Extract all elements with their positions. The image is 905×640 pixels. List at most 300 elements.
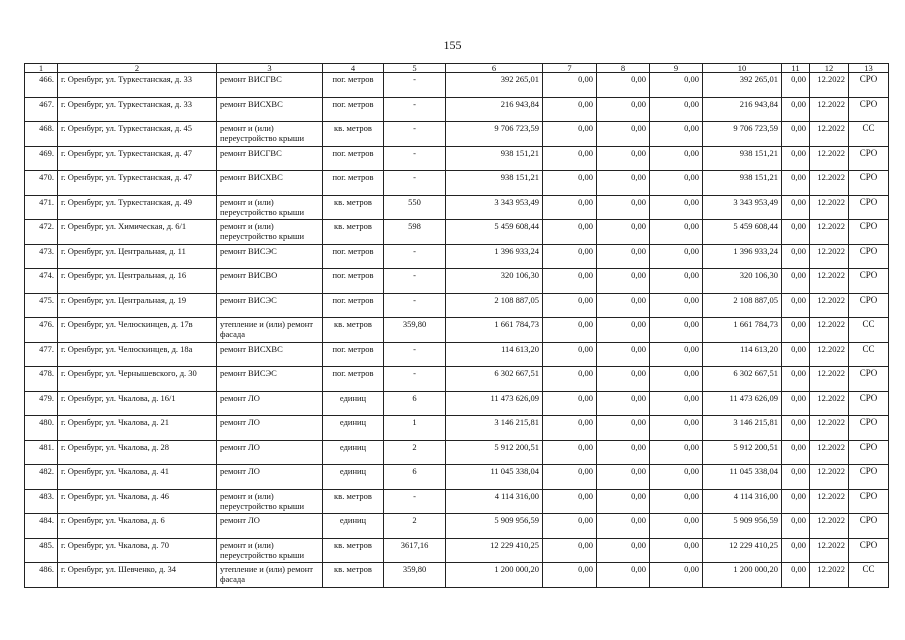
column-header-10: 10 bbox=[703, 64, 782, 73]
table-row bbox=[25, 220, 889, 245]
total-cost-cell: 392 265,01 bbox=[446, 73, 543, 98]
specific-cost-cell: 0,00 bbox=[782, 563, 810, 588]
fund-federal-cell: 0,00 bbox=[543, 391, 597, 416]
table-row bbox=[25, 146, 889, 171]
contract-type-cell: СРО bbox=[849, 244, 889, 269]
fund-local-cell: 0,00 bbox=[650, 97, 703, 122]
row-number-cell: 482. bbox=[25, 465, 58, 490]
total-cost-cell: 11 473 626,09 bbox=[446, 391, 543, 416]
row-number-cell: 470. bbox=[25, 171, 58, 196]
specific-cost-cell: 0,00 bbox=[782, 73, 810, 98]
volume-cell: 6 bbox=[384, 391, 446, 416]
contract-type-cell: СРО bbox=[849, 440, 889, 465]
specific-cost-cell: 0,00 bbox=[782, 171, 810, 196]
fund-owners-cell: 1 396 933,24 bbox=[703, 244, 782, 269]
specific-cost-cell: 0,00 bbox=[782, 293, 810, 318]
unit-cell: кв. метров bbox=[323, 318, 384, 343]
completion-date-cell: 12.2022 bbox=[810, 440, 849, 465]
column-header-3: 3 bbox=[217, 64, 323, 73]
fund-federal-cell: 0,00 bbox=[543, 440, 597, 465]
fund-federal-cell: 0,00 bbox=[543, 97, 597, 122]
address-cell: г. Оренбург, ул. Чкалова, д. 41 bbox=[58, 465, 217, 490]
completion-date-cell: 12.2022 bbox=[810, 171, 849, 196]
completion-date-cell: 12.2022 bbox=[810, 293, 849, 318]
total-cost-cell: 938 151,21 bbox=[446, 146, 543, 171]
fund-federal-cell: 0,00 bbox=[543, 195, 597, 220]
fund-owners-cell: 5 912 200,51 bbox=[703, 440, 782, 465]
table-row bbox=[25, 465, 889, 490]
specific-cost-cell: 0,00 bbox=[782, 367, 810, 392]
table-row bbox=[25, 538, 889, 563]
fund-owners-cell: 3 343 953,49 bbox=[703, 195, 782, 220]
fund-regional-cell: 0,00 bbox=[597, 514, 650, 539]
fund-owners-cell: 6 302 667,51 bbox=[703, 367, 782, 392]
fund-federal-cell: 0,00 bbox=[543, 489, 597, 514]
table-row bbox=[25, 195, 889, 220]
fund-local-cell: 0,00 bbox=[650, 269, 703, 294]
volume-cell: 1 bbox=[384, 416, 446, 441]
total-cost-cell: 11 045 338,04 bbox=[446, 465, 543, 490]
fund-federal-cell: 0,00 bbox=[543, 220, 597, 245]
contract-type-cell: СС bbox=[849, 563, 889, 588]
row-number-cell: 481. bbox=[25, 440, 58, 465]
volume-cell: - bbox=[384, 171, 446, 196]
table-row bbox=[25, 318, 889, 343]
row-number-cell: 479. bbox=[25, 391, 58, 416]
table-row bbox=[25, 367, 889, 392]
fund-federal-cell: 0,00 bbox=[543, 514, 597, 539]
fund-local-cell: 0,00 bbox=[650, 122, 703, 147]
specific-cost-cell: 0,00 bbox=[782, 195, 810, 220]
table-row bbox=[25, 342, 889, 367]
specific-cost-cell: 0,00 bbox=[782, 416, 810, 441]
address-cell: г. Оренбург, ул. Чкалова, д. 70 bbox=[58, 538, 217, 563]
work-type-cell: ремонт ВИСХВС bbox=[217, 342, 323, 367]
fund-local-cell: 0,00 bbox=[650, 220, 703, 245]
specific-cost-cell: 0,00 bbox=[782, 391, 810, 416]
specific-cost-cell: 0,00 bbox=[782, 342, 810, 367]
fund-local-cell: 0,00 bbox=[650, 538, 703, 563]
fund-regional-cell: 0,00 bbox=[597, 171, 650, 196]
total-cost-cell: 6 302 667,51 bbox=[446, 367, 543, 392]
volume-cell: - bbox=[384, 293, 446, 318]
fund-local-cell: 0,00 bbox=[650, 416, 703, 441]
fund-federal-cell: 0,00 bbox=[543, 244, 597, 269]
unit-cell: кв. метров bbox=[323, 538, 384, 563]
row-number-cell: 484. bbox=[25, 514, 58, 539]
address-cell: г. Оренбург, ул. Чернышевского, д. 30 bbox=[58, 367, 217, 392]
specific-cost-cell: 0,00 bbox=[782, 514, 810, 539]
contract-type-cell: СРО bbox=[849, 293, 889, 318]
row-number-cell: 483. bbox=[25, 489, 58, 514]
unit-cell: пог. метров bbox=[323, 73, 384, 98]
specific-cost-cell: 0,00 bbox=[782, 465, 810, 490]
column-number-row bbox=[25, 64, 889, 73]
address-cell: г. Оренбург, ул. Чкалова, д. 28 bbox=[58, 440, 217, 465]
fund-regional-cell: 0,00 bbox=[597, 440, 650, 465]
address-cell: г. Оренбург, ул. Туркестанская, д. 47 bbox=[58, 146, 217, 171]
column-header-13: 13 bbox=[849, 64, 889, 73]
table-body bbox=[25, 73, 889, 588]
unit-cell: пог. метров bbox=[323, 367, 384, 392]
fund-federal-cell: 0,00 bbox=[543, 563, 597, 588]
row-number-cell: 486. bbox=[25, 563, 58, 588]
row-number-cell: 485. bbox=[25, 538, 58, 563]
fund-owners-cell: 114 613,20 bbox=[703, 342, 782, 367]
total-cost-cell: 5 912 200,51 bbox=[446, 440, 543, 465]
contract-type-cell: СРО bbox=[849, 73, 889, 98]
table-row bbox=[25, 563, 889, 588]
specific-cost-cell: 0,00 bbox=[782, 318, 810, 343]
unit-cell: кв. метров bbox=[323, 563, 384, 588]
work-type-cell: ремонт ВИСЭС bbox=[217, 293, 323, 318]
fund-local-cell: 0,00 bbox=[650, 171, 703, 196]
fund-regional-cell: 0,00 bbox=[597, 73, 650, 98]
table-row bbox=[25, 97, 889, 122]
table-row bbox=[25, 244, 889, 269]
volume-cell: 550 bbox=[384, 195, 446, 220]
fund-federal-cell: 0,00 bbox=[543, 171, 597, 196]
table-row bbox=[25, 514, 889, 539]
address-cell: г. Оренбург, ул. Центральная, д. 11 bbox=[58, 244, 217, 269]
address-cell: г. Оренбург, ул. Туркестанская, д. 33 bbox=[58, 73, 217, 98]
work-type-cell: ремонт ВИСВО bbox=[217, 269, 323, 294]
completion-date-cell: 12.2022 bbox=[810, 122, 849, 147]
column-header-11: 11 bbox=[782, 64, 810, 73]
completion-date-cell: 12.2022 bbox=[810, 391, 849, 416]
fund-owners-cell: 11 473 626,09 bbox=[703, 391, 782, 416]
fund-federal-cell: 0,00 bbox=[543, 122, 597, 147]
work-type-cell: ремонт и (или) переустройство крыши bbox=[217, 489, 323, 514]
total-cost-cell: 938 151,21 bbox=[446, 171, 543, 196]
work-type-cell: ремонт и (или) переустройство крыши bbox=[217, 538, 323, 563]
fund-local-cell: 0,00 bbox=[650, 489, 703, 514]
total-cost-cell: 3 343 953,49 bbox=[446, 195, 543, 220]
fund-federal-cell: 0,00 bbox=[543, 318, 597, 343]
address-cell: г. Оренбург, ул. Челюскинцев, д. 18а bbox=[58, 342, 217, 367]
table-row bbox=[25, 293, 889, 318]
volume-cell: - bbox=[384, 146, 446, 171]
specific-cost-cell: 0,00 bbox=[782, 122, 810, 147]
total-cost-cell: 5 459 608,44 bbox=[446, 220, 543, 245]
total-cost-cell: 4 114 316,00 bbox=[446, 489, 543, 514]
fund-owners-cell: 5 909 956,59 bbox=[703, 514, 782, 539]
total-cost-cell: 5 909 956,59 bbox=[446, 514, 543, 539]
work-type-cell: ремонт ВИСЭС bbox=[217, 244, 323, 269]
column-header-1: 1 bbox=[25, 64, 58, 73]
contract-type-cell: СРО bbox=[849, 538, 889, 563]
unit-cell: единиц bbox=[323, 440, 384, 465]
specific-cost-cell: 0,00 bbox=[782, 146, 810, 171]
table-row bbox=[25, 269, 889, 294]
work-type-cell: ремонт ВИСХВС bbox=[217, 171, 323, 196]
capital-repair-table bbox=[24, 63, 889, 588]
fund-regional-cell: 0,00 bbox=[597, 195, 650, 220]
work-type-cell: ремонт ВИСГВС bbox=[217, 73, 323, 98]
work-type-cell: ремонт ВИСГВС bbox=[217, 146, 323, 171]
work-type-cell: ремонт ВИСЭС bbox=[217, 367, 323, 392]
contract-type-cell: СРО bbox=[849, 391, 889, 416]
fund-federal-cell: 0,00 bbox=[543, 293, 597, 318]
total-cost-cell: 1 661 784,73 bbox=[446, 318, 543, 343]
total-cost-cell: 114 613,20 bbox=[446, 342, 543, 367]
fund-regional-cell: 0,00 bbox=[597, 538, 650, 563]
address-cell: г. Оренбург, ул. Химическая, д. 6/1 bbox=[58, 220, 217, 245]
fund-regional-cell: 0,00 bbox=[597, 146, 650, 171]
table-row bbox=[25, 440, 889, 465]
fund-owners-cell: 320 106,30 bbox=[703, 269, 782, 294]
contract-type-cell: СРО bbox=[849, 416, 889, 441]
work-type-cell: ремонт и (или) переустройство крыши bbox=[217, 195, 323, 220]
total-cost-cell: 1 200 000,20 bbox=[446, 563, 543, 588]
work-type-cell: ремонт и (или) переустройство крыши bbox=[217, 122, 323, 147]
fund-regional-cell: 0,00 bbox=[597, 367, 650, 392]
row-number-cell: 478. bbox=[25, 367, 58, 392]
row-number-cell: 471. bbox=[25, 195, 58, 220]
unit-cell: пог. метров bbox=[323, 269, 384, 294]
fund-federal-cell: 0,00 bbox=[543, 465, 597, 490]
fund-local-cell: 0,00 bbox=[650, 440, 703, 465]
contract-type-cell: СРО bbox=[849, 489, 889, 514]
address-cell: г. Оренбург, ул. Чкалова, д. 6 bbox=[58, 514, 217, 539]
fund-owners-cell: 4 114 316,00 bbox=[703, 489, 782, 514]
fund-local-cell: 0,00 bbox=[650, 342, 703, 367]
unit-cell: пог. метров bbox=[323, 97, 384, 122]
row-number-cell: 475. bbox=[25, 293, 58, 318]
unit-cell: единиц bbox=[323, 391, 384, 416]
completion-date-cell: 12.2022 bbox=[810, 220, 849, 245]
completion-date-cell: 12.2022 bbox=[810, 367, 849, 392]
volume-cell: 598 bbox=[384, 220, 446, 245]
contract-type-cell: СРО bbox=[849, 269, 889, 294]
completion-date-cell: 12.2022 bbox=[810, 514, 849, 539]
unit-cell: единиц bbox=[323, 465, 384, 490]
fund-local-cell: 0,00 bbox=[650, 563, 703, 588]
address-cell: г. Оренбург, ул. Туркестанская, д. 33 bbox=[58, 97, 217, 122]
fund-regional-cell: 0,00 bbox=[597, 489, 650, 514]
unit-cell: кв. метров bbox=[323, 489, 384, 514]
specific-cost-cell: 0,00 bbox=[782, 440, 810, 465]
fund-owners-cell: 1 200 000,20 bbox=[703, 563, 782, 588]
completion-date-cell: 12.2022 bbox=[810, 563, 849, 588]
fund-local-cell: 0,00 bbox=[650, 391, 703, 416]
fund-owners-cell: 9 706 723,59 bbox=[703, 122, 782, 147]
unit-cell: кв. метров bbox=[323, 195, 384, 220]
column-header-5: 5 bbox=[384, 64, 446, 73]
specific-cost-cell: 0,00 bbox=[782, 269, 810, 294]
fund-owners-cell: 938 151,21 bbox=[703, 171, 782, 196]
unit-cell: пог. метров bbox=[323, 146, 384, 171]
unit-cell: пог. метров bbox=[323, 244, 384, 269]
volume-cell: 3617,16 bbox=[384, 538, 446, 563]
fund-federal-cell: 0,00 bbox=[543, 416, 597, 441]
address-cell: г. Оренбург, ул. Туркестанская, д. 45 bbox=[58, 122, 217, 147]
work-type-cell: ремонт ВИСХВС bbox=[217, 97, 323, 122]
volume-cell: 6 bbox=[384, 465, 446, 490]
completion-date-cell: 12.2022 bbox=[810, 97, 849, 122]
fund-federal-cell: 0,00 bbox=[543, 342, 597, 367]
work-type-cell: ремонт ЛО bbox=[217, 416, 323, 441]
fund-regional-cell: 0,00 bbox=[597, 122, 650, 147]
unit-cell: пог. метров bbox=[323, 342, 384, 367]
table-row bbox=[25, 391, 889, 416]
completion-date-cell: 12.2022 bbox=[810, 538, 849, 563]
address-cell: г. Оренбург, ул. Туркестанская, д. 49 bbox=[58, 195, 217, 220]
work-type-cell: ремонт ЛО bbox=[217, 391, 323, 416]
unit-cell: пог. метров bbox=[323, 171, 384, 196]
contract-type-cell: СРО bbox=[849, 514, 889, 539]
volume-cell: 2 bbox=[384, 514, 446, 539]
column-header-2: 2 bbox=[58, 64, 217, 73]
total-cost-cell: 320 106,30 bbox=[446, 269, 543, 294]
fund-owners-cell: 12 229 410,25 bbox=[703, 538, 782, 563]
row-number-cell: 472. bbox=[25, 220, 58, 245]
unit-cell: пог. метров bbox=[323, 293, 384, 318]
fund-regional-cell: 0,00 bbox=[597, 244, 650, 269]
fund-regional-cell: 0,00 bbox=[597, 318, 650, 343]
completion-date-cell: 12.2022 bbox=[810, 195, 849, 220]
work-type-cell: ремонт ЛО bbox=[217, 514, 323, 539]
total-cost-cell: 3 146 215,81 bbox=[446, 416, 543, 441]
work-type-cell: утепление и (или) ремонт фасада bbox=[217, 318, 323, 343]
specific-cost-cell: 0,00 bbox=[782, 489, 810, 514]
row-number-cell: 480. bbox=[25, 416, 58, 441]
address-cell: г. Оренбург, ул. Чкалова, д. 16/1 bbox=[58, 391, 217, 416]
address-cell: г. Оренбург, ул. Чкалова, д. 21 bbox=[58, 416, 217, 441]
row-number-cell: 473. bbox=[25, 244, 58, 269]
completion-date-cell: 12.2022 bbox=[810, 342, 849, 367]
work-type-cell: ремонт ЛО bbox=[217, 465, 323, 490]
total-cost-cell: 9 706 723,59 bbox=[446, 122, 543, 147]
contract-type-cell: СРО bbox=[849, 171, 889, 196]
table-row bbox=[25, 489, 889, 514]
total-cost-cell: 12 229 410,25 bbox=[446, 538, 543, 563]
fund-federal-cell: 0,00 bbox=[543, 73, 597, 98]
row-number-cell: 468. bbox=[25, 122, 58, 147]
address-cell: г. Оренбург, ул. Шевченко, д. 34 bbox=[58, 563, 217, 588]
fund-owners-cell: 3 146 215,81 bbox=[703, 416, 782, 441]
row-number-cell: 469. bbox=[25, 146, 58, 171]
fund-owners-cell: 11 045 338,04 bbox=[703, 465, 782, 490]
volume-cell: - bbox=[384, 367, 446, 392]
row-number-cell: 466. bbox=[25, 73, 58, 98]
column-header-12: 12 bbox=[810, 64, 849, 73]
specific-cost-cell: 0,00 bbox=[782, 220, 810, 245]
specific-cost-cell: 0,00 bbox=[782, 244, 810, 269]
column-header-9: 9 bbox=[650, 64, 703, 73]
column-header-7: 7 bbox=[543, 64, 597, 73]
row-number-cell: 467. bbox=[25, 97, 58, 122]
contract-type-cell: СРО bbox=[849, 220, 889, 245]
address-cell: г. Оренбург, ул. Туркестанская, д. 47 bbox=[58, 171, 217, 196]
volume-cell: - bbox=[384, 342, 446, 367]
work-type-cell: ремонт ЛО bbox=[217, 440, 323, 465]
address-cell: г. Оренбург, ул. Центральная, д. 19 bbox=[58, 293, 217, 318]
fund-regional-cell: 0,00 bbox=[597, 563, 650, 588]
row-number-cell: 477. bbox=[25, 342, 58, 367]
contract-type-cell: СРО bbox=[849, 195, 889, 220]
fund-owners-cell: 2 108 887,05 bbox=[703, 293, 782, 318]
volume-cell: - bbox=[384, 122, 446, 147]
volume-cell: - bbox=[384, 489, 446, 514]
contract-type-cell: СРО bbox=[849, 465, 889, 490]
volume-cell: 2 bbox=[384, 440, 446, 465]
volume-cell: 359,80 bbox=[384, 563, 446, 588]
completion-date-cell: 12.2022 bbox=[810, 146, 849, 171]
fund-federal-cell: 0,00 bbox=[543, 538, 597, 563]
total-cost-cell: 216 943,84 bbox=[446, 97, 543, 122]
completion-date-cell: 12.2022 bbox=[810, 318, 849, 343]
total-cost-cell: 1 396 933,24 bbox=[446, 244, 543, 269]
fund-local-cell: 0,00 bbox=[650, 146, 703, 171]
column-header-8: 8 bbox=[597, 64, 650, 73]
column-header-4: 4 bbox=[323, 64, 384, 73]
specific-cost-cell: 0,00 bbox=[782, 97, 810, 122]
fund-local-cell: 0,00 bbox=[650, 195, 703, 220]
table-row bbox=[25, 122, 889, 147]
fund-owners-cell: 216 943,84 bbox=[703, 97, 782, 122]
unit-cell: кв. метров bbox=[323, 220, 384, 245]
completion-date-cell: 12.2022 bbox=[810, 244, 849, 269]
row-number-cell: 476. bbox=[25, 318, 58, 343]
fund-regional-cell: 0,00 bbox=[597, 220, 650, 245]
fund-federal-cell: 0,00 bbox=[543, 367, 597, 392]
specific-cost-cell: 0,00 bbox=[782, 538, 810, 563]
fund-regional-cell: 0,00 bbox=[597, 97, 650, 122]
page-number: 155 bbox=[443, 38, 462, 52]
fund-regional-cell: 0,00 bbox=[597, 293, 650, 318]
fund-regional-cell: 0,00 bbox=[597, 342, 650, 367]
contract-type-cell: СРО bbox=[849, 146, 889, 171]
address-cell: г. Оренбург, ул. Челюскинцев, д. 17в bbox=[58, 318, 217, 343]
volume-cell: - bbox=[384, 244, 446, 269]
work-type-cell: ремонт и (или) переустройство крыши bbox=[217, 220, 323, 245]
completion-date-cell: 12.2022 bbox=[810, 73, 849, 98]
fund-federal-cell: 0,00 bbox=[543, 269, 597, 294]
unit-cell: единиц bbox=[323, 514, 384, 539]
fund-regional-cell: 0,00 bbox=[597, 269, 650, 294]
completion-date-cell: 12.2022 bbox=[810, 416, 849, 441]
unit-cell: кв. метров bbox=[323, 122, 384, 147]
fund-local-cell: 0,00 bbox=[650, 514, 703, 539]
row-number-cell: 474. bbox=[25, 269, 58, 294]
table-row bbox=[25, 416, 889, 441]
fund-regional-cell: 0,00 bbox=[597, 465, 650, 490]
contract-type-cell: СРО bbox=[849, 97, 889, 122]
volume-cell: - bbox=[384, 97, 446, 122]
work-type-cell: утепление и (или) ремонт фасада bbox=[217, 563, 323, 588]
volume-cell: 359,80 bbox=[384, 318, 446, 343]
table-row bbox=[25, 171, 889, 196]
contract-type-cell: СС bbox=[849, 122, 889, 147]
fund-regional-cell: 0,00 bbox=[597, 391, 650, 416]
fund-owners-cell: 938 151,21 bbox=[703, 146, 782, 171]
fund-owners-cell: 5 459 608,44 bbox=[703, 220, 782, 245]
completion-date-cell: 12.2022 bbox=[810, 489, 849, 514]
fund-local-cell: 0,00 bbox=[650, 465, 703, 490]
volume-cell: - bbox=[384, 73, 446, 98]
contract-type-cell: СС bbox=[849, 318, 889, 343]
completion-date-cell: 12.2022 bbox=[810, 269, 849, 294]
total-cost-cell: 2 108 887,05 bbox=[446, 293, 543, 318]
fund-local-cell: 0,00 bbox=[650, 244, 703, 269]
address-cell: г. Оренбург, ул. Чкалова, д. 46 bbox=[58, 489, 217, 514]
fund-local-cell: 0,00 bbox=[650, 318, 703, 343]
fund-local-cell: 0,00 bbox=[650, 73, 703, 98]
unit-cell: единиц bbox=[323, 416, 384, 441]
fund-owners-cell: 392 265,01 bbox=[703, 73, 782, 98]
table-row bbox=[25, 73, 889, 98]
